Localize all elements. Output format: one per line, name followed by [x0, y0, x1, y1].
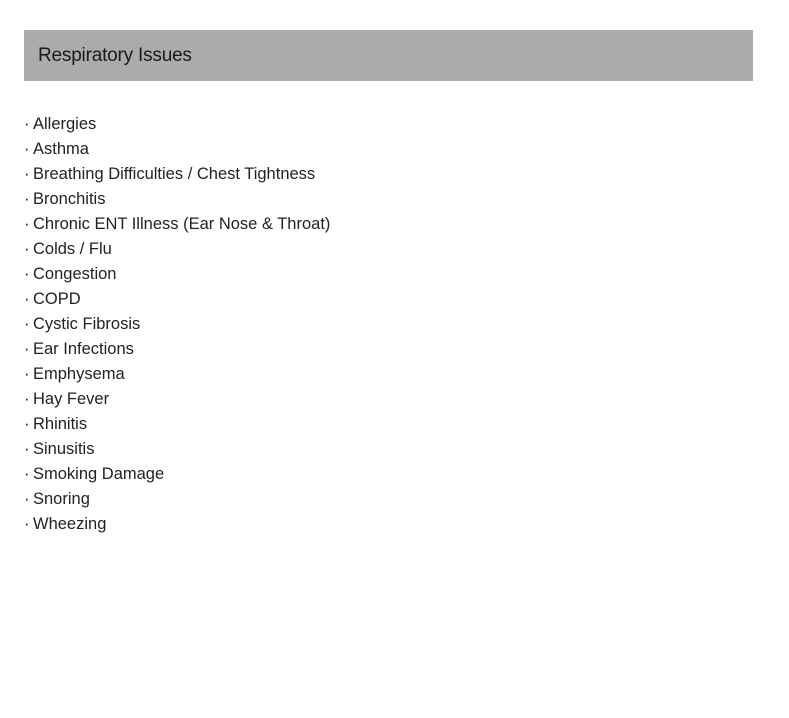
- list-item: [24, 287, 330, 312]
- bullet: ·: [24, 315, 30, 333]
- list-item: [24, 187, 330, 212]
- bullet: ·: [24, 340, 30, 358]
- list-item-label: Colds / Flu: [33, 240, 112, 258]
- list-item: [24, 487, 330, 512]
- list-item-label: Snoring: [33, 490, 90, 508]
- list-item: [24, 387, 330, 412]
- bullet: ·: [24, 490, 30, 508]
- list-item-label: Allergies: [33, 115, 97, 133]
- bullet: ·: [24, 365, 30, 383]
- list-item: [24, 137, 330, 162]
- list-item: [24, 462, 330, 487]
- list-item: [24, 412, 330, 437]
- list-item-label: Emphysema: [33, 365, 125, 383]
- bullet: ·: [24, 115, 30, 133]
- condition-list: [24, 112, 330, 537]
- list-item-label: Breathing Difficulties / Chest Tightness: [33, 165, 316, 183]
- list-item: [24, 512, 330, 537]
- list-item-label: COPD: [33, 290, 81, 308]
- list-item-label: Sinusitis: [33, 440, 95, 458]
- list-item-label: Cystic Fibrosis: [33, 315, 141, 333]
- section-header: [24, 30, 753, 81]
- bullet: ·: [24, 440, 30, 458]
- list-item-label: Rhinitis: [33, 415, 88, 433]
- list-item: [24, 262, 330, 287]
- bullet: ·: [24, 215, 30, 233]
- bullet: ·: [24, 515, 30, 533]
- list-item-label: Asthma: [33, 140, 89, 158]
- list-item: [24, 362, 330, 387]
- list-item-label: Smoking Damage: [33, 465, 165, 483]
- list-item-label: Bronchitis: [33, 190, 106, 208]
- bullet: ·: [24, 165, 30, 183]
- list-item: [24, 162, 330, 187]
- list-item-label: Ear Infections: [33, 340, 134, 358]
- list-item: [24, 437, 330, 462]
- list-item-label: Chronic ENT Illness (Ear Nose & Throat): [33, 215, 331, 233]
- bullet: ·: [24, 290, 30, 308]
- bullet: ·: [24, 465, 30, 483]
- list-item: [24, 112, 330, 137]
- list-item-label: Hay Fever: [33, 390, 110, 408]
- list-item-label: Congestion: [33, 265, 117, 283]
- list-item: [24, 212, 330, 237]
- bullet: ·: [24, 240, 30, 258]
- list-item-label: Wheezing: [33, 515, 107, 533]
- bullet: ·: [24, 265, 30, 283]
- bullet: ·: [24, 415, 30, 433]
- list-item: [24, 237, 330, 262]
- list-item: [24, 312, 330, 337]
- list-item: [24, 337, 330, 362]
- bullet: ·: [24, 190, 30, 208]
- bullet: ·: [24, 140, 30, 158]
- section-title: Respiratory Issues: [38, 44, 192, 66]
- bullet: ·: [24, 390, 30, 408]
